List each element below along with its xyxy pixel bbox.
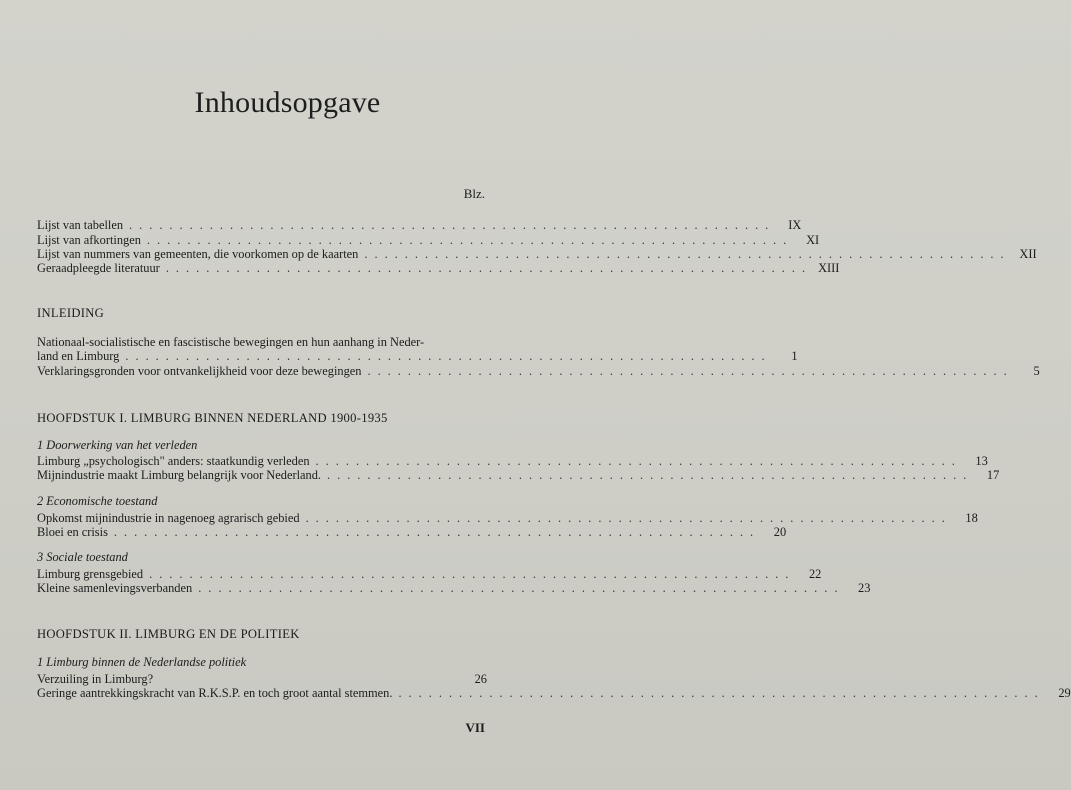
toc-entry-text: Limburg „psychologisch" anders: staatkundig verleden (37, 454, 310, 468)
dot-leader: ................................................................ (125, 349, 772, 363)
toc-entry (37, 364, 1040, 380)
toc-entry-text: Limburg grensgebied (37, 567, 144, 581)
section-heading: INLEIDING (37, 306, 105, 320)
toc-entry-text: Verklaringsgronden voor ontvankelijkheid voor deze bewegingen (37, 364, 362, 378)
toc-entry (37, 581, 871, 597)
toc-entry-text: Opkomst mijnindustrie in nagenoeg agrarisch gebied (37, 511, 300, 525)
toc-entry-text: Geraadpleegde literatuur (37, 261, 160, 275)
page-title: Inhoudsopgave (194, 86, 381, 119)
toc-entry (37, 525, 787, 541)
dot-leader: ................................................................ (165, 261, 813, 275)
dot-leader: ................................................................ (113, 525, 761, 539)
toc-entry-page: 17 (986, 468, 1000, 482)
toc-entry-text: Lijst van afkortingen (37, 233, 141, 247)
dot-leader: ................................................................ (146, 233, 794, 247)
toc-entry-page: 23 (858, 581, 871, 595)
toc-entry-page: 22 (808, 567, 822, 581)
toc-entry-text: Lijst van tabellen (37, 218, 124, 232)
toc-entry-text-line: Nationaal-socialistische en fascistische bewegingen en hun aanhang in Neder- (37, 335, 425, 349)
page-column-label: Blz. (463, 186, 485, 201)
toc-entry-page: 26 (474, 672, 487, 686)
toc-entry (37, 261, 840, 277)
dot-leader: ................................................................ (327, 468, 974, 482)
toc-entry-text: Kleine samenlevingsverbanden (37, 581, 193, 595)
toc-entry-text: land en Limburg (37, 349, 120, 363)
dot-leader: ................................................................ (364, 247, 1011, 261)
chapter-heading: HOOFDSTUK I. LIMBURG BINNEN NEDERLAND 1900-1935 (37, 411, 388, 425)
toc-entry-text: Lijst van nummers van gemeenten, die voorkomen op de kaarten (37, 247, 359, 261)
dot-leader: ................................................................ (198, 581, 845, 595)
dot-leader: ................................................................ (367, 364, 1014, 378)
chapter-heading: HOOFDSTUK II. LIMBURG EN DE POLITIEK (37, 627, 300, 641)
toc-entry-page: 1 (791, 349, 798, 363)
toc-entry-page: XIII (818, 261, 840, 275)
toc-entry (37, 349, 798, 365)
toc-entry-page: IX (788, 218, 802, 232)
dot-leader: ................................................................ (149, 567, 796, 581)
toc-entry-text: Geringe aantrekkingskracht van R.K.S.P. en toch groot aantal stemmen. (37, 686, 393, 700)
toc-entry-page: XI (806, 233, 820, 247)
toc-entry-page: 20 (773, 525, 787, 539)
subsection-title: 2 Economische toestand (37, 494, 158, 508)
toc-entry (37, 218, 802, 234)
toc-entry-text: Mijnindustrie maakt Limburg belangrijk voor Nederland. (37, 468, 322, 482)
dot-leader: ................................................................ (305, 511, 952, 525)
subsection-title: 1 Doorwerking van het verleden (37, 438, 198, 452)
toc-entry-page: 18 (965, 511, 978, 525)
toc-entry-page: XII (1019, 247, 1037, 261)
toc-entry-page: 5 (1033, 364, 1040, 378)
toc-entry-page: 29 (1058, 686, 1071, 700)
dot-leader: ................................................................ (398, 686, 1045, 700)
dot-leader: ................................................................ (315, 454, 962, 468)
subsection-title: 3 Sociale toestand (37, 550, 128, 564)
toc-entry (37, 468, 1000, 484)
toc-entry-text: Verzuiling in Limburg? (37, 672, 154, 686)
toc-entry (37, 686, 1071, 702)
page-number: VII (465, 720, 485, 735)
toc-entry-text: Bloei en crisis (37, 525, 108, 539)
dot-leader: ................................................................ (129, 218, 776, 232)
toc-entry-page: 13 (975, 454, 988, 468)
subsection-title: 1 Limburg binnen de Nederlandse politiek (37, 655, 247, 669)
